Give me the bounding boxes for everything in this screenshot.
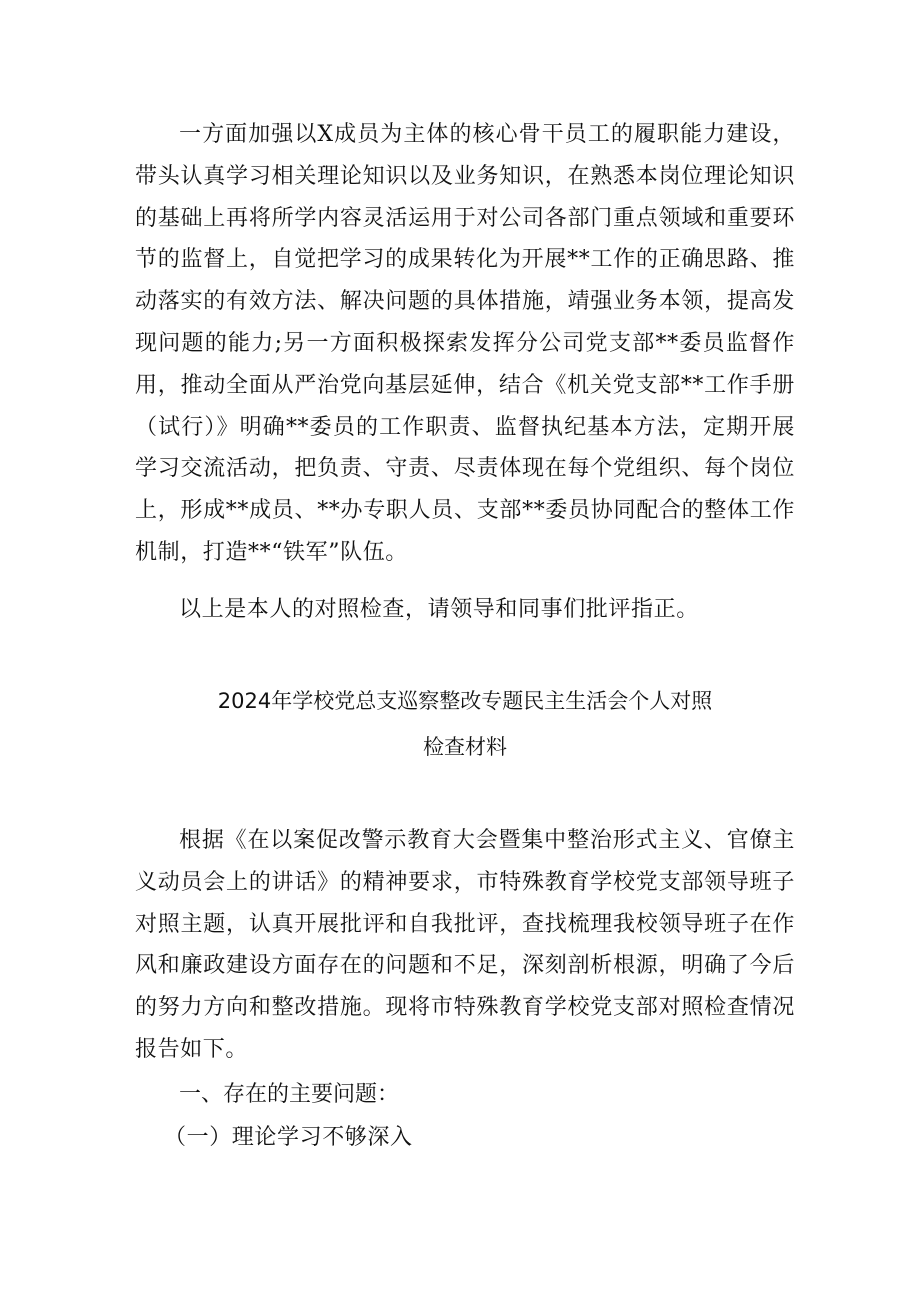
paragraph-responsibility-building: 一方面加强以X成员为主体的核心骨干员工的履职能力建设，带头认真学习相关理论知识以及业务知识，在熟悉本岗位理论知识的基础上再将所学内容灵活运用于对公司各部门重点领域和重要环节的监督上，自觉把学习的成果转化为开展**工作的正确思路、推动落实的有效方法、解决问题的具体措施，靖强业务本领，提高发现问题的能力;另一方面积极探索发挥分公司党支部**委员监督作用，推动全面从严治党向基层延伸，结合《机关党支部**工作手册（试行）》明确**委员的工作职责、监督执纪基本方法，定期开展学习交流活动，把负责、守责、尽责体现在每个党组织、每个岗位上，形成**成员、**办专职人员、支部**委员协同配合的整体工作机制，打造**“铁军”队伍。	[135, 122, 795, 565]
paragraph-closing-remark: 以上是本人的对照检查，请领导和同事们批评指正。	[179, 597, 699, 622]
document-title-line-1: 2024年学校党总支巡察整改专题民主生活会个人对照	[217, 689, 713, 713]
document-title-line-2: 检查材料	[423, 735, 507, 759]
section-heading-main-problems: 一、存在的主要问题：	[179, 1082, 400, 1107]
subsection-heading-theory-study: （一）理论学习不够深入	[164, 1125, 413, 1150]
paragraph-introduction: 根据《在以案促改警示教育大会暨集中整治形式主义、官僚主义动员会上的讲话》的精神要求，市特殊教育学校党支部领导班子对照主题，认真开展批评和自我批评，查找梳理我校领导班子在作风和廉政建设方面存在的问题和不足，深刻剖析根源，明确了今后的努力方向和整改措施。现将市特殊教育学校党支部对照检查情况报告如下。	[135, 828, 795, 1062]
